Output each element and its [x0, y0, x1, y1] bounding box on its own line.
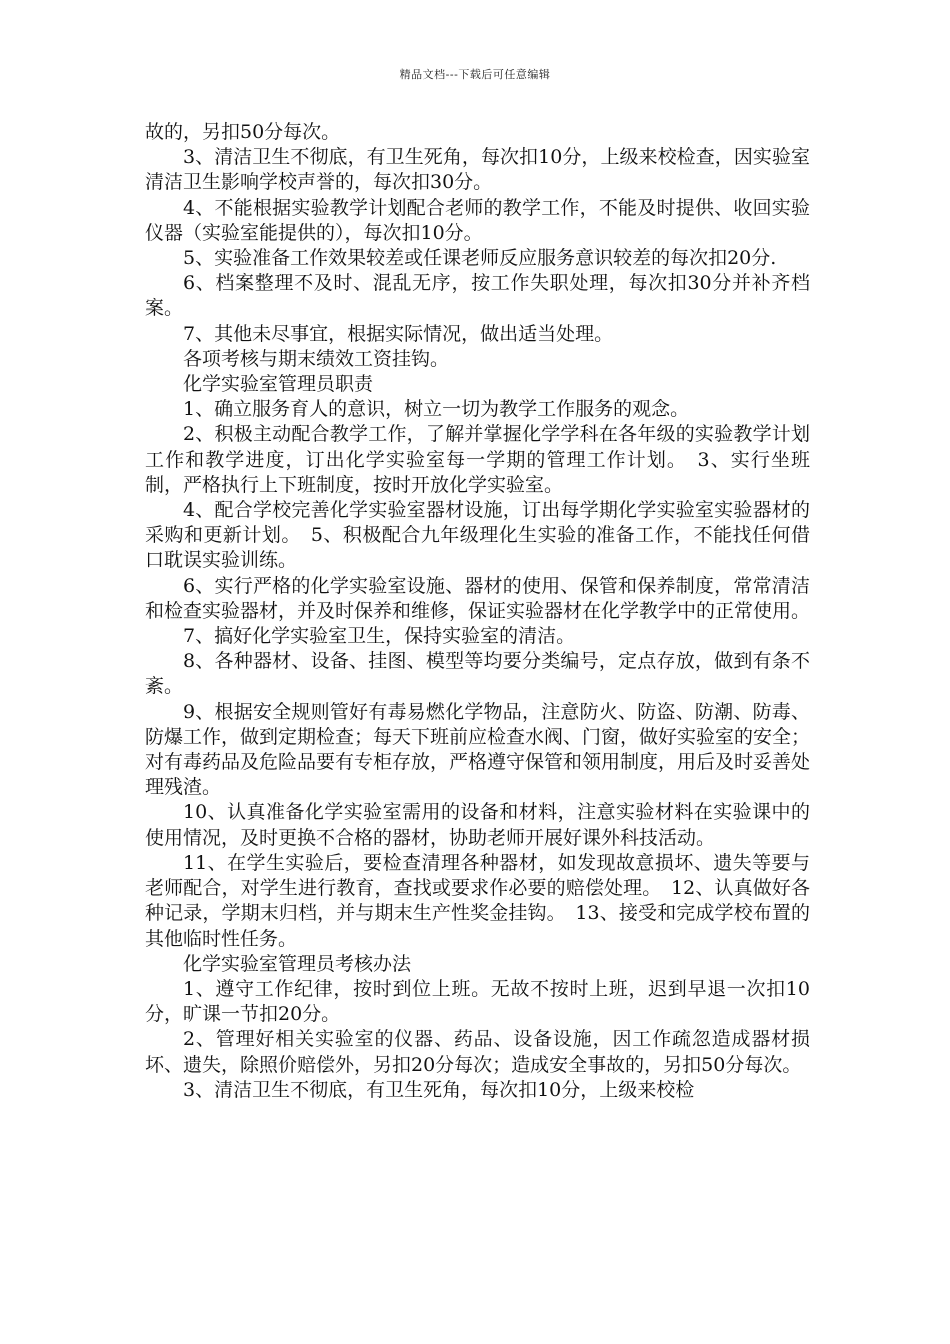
paragraph: 11、在学生实验后，要检查清理各种器材，如发现故意损坏、遗失等要与老师配合，对学生进行教育，查找或要求作必要的赔偿处理。 12、认真做好各种记录，学期末归档，并与期末生产性奖金挂钩。 13、接受和完成学校布置的其他临时性任务。 [145, 851, 810, 950]
paragraph: 2、积极主动配合教学工作，了解并掌握化学学科在各年级的实验教学计划工作和教学进度，订出化学实验室每一学期的管理工作计划。 3、实行坐班制，严格执行上下班制度，按时开放化学实验室。 [145, 423, 810, 496]
paragraph: 故的，另扣50分每次。 [145, 121, 341, 143]
paragraph: 3、清洁卫生不彻底，有卫生死角，每次扣10分，上级来校检 [183, 1078, 695, 1101]
paragraph: 4、不能根据实验教学计划配合老师的教学工作，不能及时提供、收回实验仪器（实验室能提供的），每次扣10分。 [145, 196, 810, 244]
paragraph: 7、其他未尽事宜，根据实际情况，做出适当处理。 [183, 322, 614, 345]
paragraph: 9、根据安全规则管好有毒易燃化学物品，注意防火、防盗、防潮、防毒、防爆工作，做到定期检查；每天下班前应检查水阀、门窗，做好实验室的安全；对有毒药品及危险品要有专柜存放，严格遵守保管和领用制度，用后及时妥善处理残渣。 [145, 700, 811, 799]
paragraph: 6、实行严格的化学实验室设施、器材的使用、保管和保养制度，常常清洁和检查实验器材，并及时保养和维修，保证实验器材在化学教学中的正常使用。 [145, 574, 811, 622]
paragraph: 4、配合学校完善化学实验室器材设施，订出每学期化学实验室实验器材的采购和更新计划。 5、积极配合九年级理化生实验的准备工作，不能找任何借口耽误实验训练。 [145, 499, 810, 572]
paragraph: 6、档案整理不及时、混乱无序，按工作失职处理，每次扣30分并补齐档案。 [145, 272, 810, 320]
paragraph: 7、搞好化学实验室卫生，保持实验室的清洁。 [183, 625, 576, 648]
paragraph: 5、实验准备工作效果较差或任课老师反应服务意识较差的每次扣20分. [183, 247, 777, 270]
paragraph: 3、清洁卫生不彻底，有卫生死角，每次扣10分，上级来校检查，因实验室清洁卫生影响学校声誉的，每次扣30分。 [145, 146, 810, 194]
section-heading: 化学实验室管理员职责 [183, 373, 374, 396]
paragraph: 各项考核与期末绩效工资挂钩。 [183, 347, 450, 370]
page-header: 精品文档---下载后可任意编辑 [399, 68, 551, 81]
section-heading: 化学实验室管理员考核办法 [183, 952, 412, 975]
paragraph: 1、遵守工作纪律，按时到位上班。无故不按时上班，迟到早退一次扣10分，旷课一节扣20分。 [145, 977, 810, 1026]
document-body [145, 120, 810, 1103]
paragraph: 8、各种器材、设备、挂图、模型等均要分类编号，定点存放，做到有条不紊。 [145, 650, 810, 698]
paragraph: 1、确立服务育人的意识，树立一切为教学工作服务的观念。 [183, 398, 690, 421]
paragraph: 10、认真准备化学实验室需用的设备和材料，注意实验材料在实验课中的使用情况，及时更换不合格的器材，协助老师开展好课外科技活动。 [145, 801, 810, 849]
paragraph: 2、管理好相关实验室的仪器、药品、设备设施，因工作疏忽造成器材损坏、遗失，除照价赔偿外，另扣20分每次；造成安全事故的，另扣50分每次。 [145, 1028, 810, 1076]
